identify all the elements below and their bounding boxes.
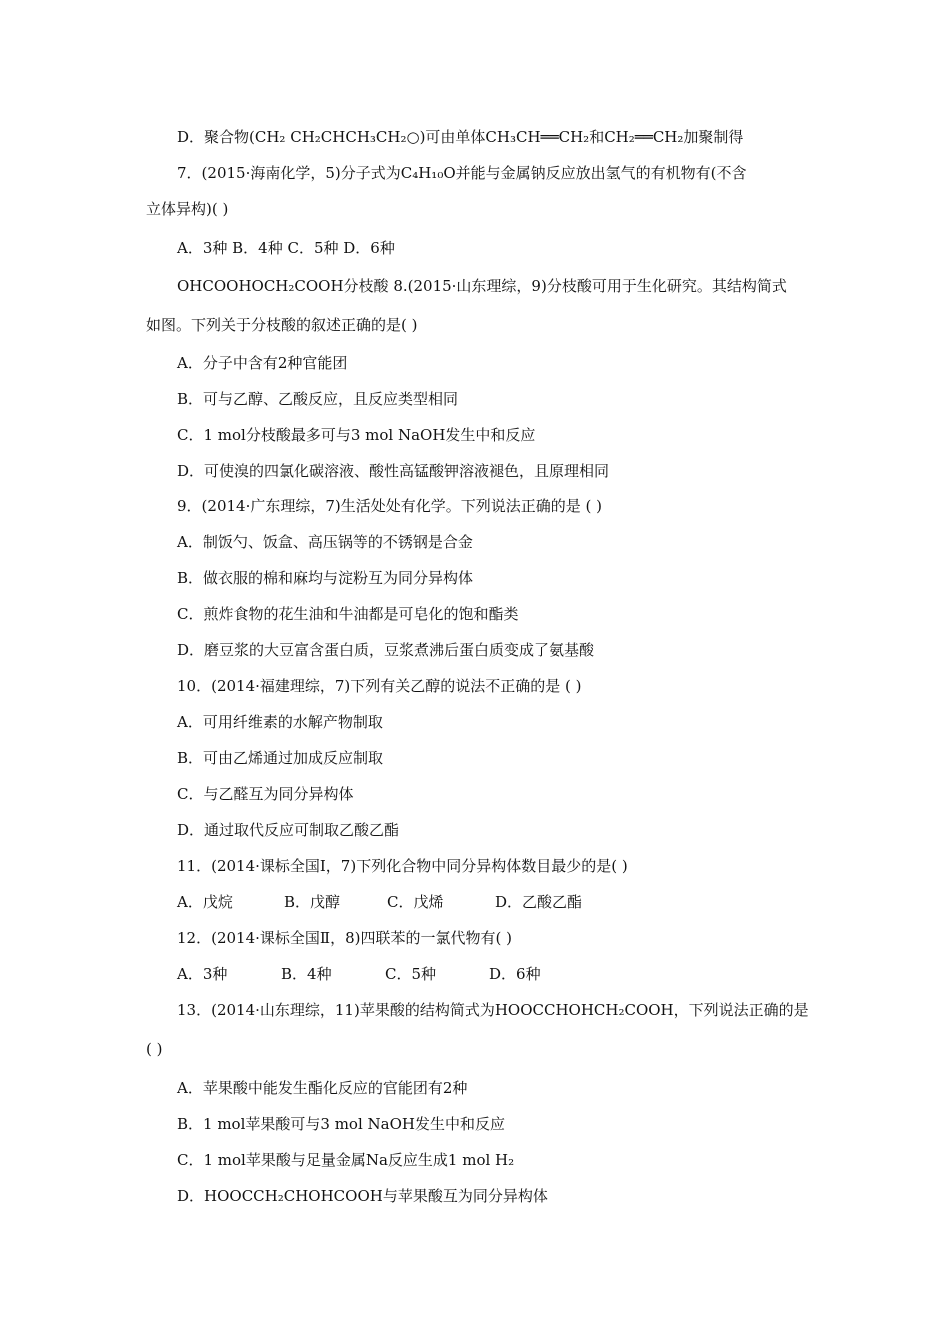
q8-option-d: D．可使溴的四氯化碳溶液、酸性高锰酸钾溶液褪色，且原理相同 xyxy=(177,462,610,480)
q10-option-b: B．可由乙烯通过加成反应制取 xyxy=(177,749,384,767)
q11-option-c: C．戊烯 xyxy=(387,893,444,911)
q9-option-a: A．制饭勺、饭盒、高压锅等的不锈钢是合金 xyxy=(177,533,473,551)
q7-options: A．3种 B．4种 C．5种 D．6种 xyxy=(177,239,395,257)
q12-option-b: B．4种 xyxy=(281,965,332,983)
q7-stem: 7．(2015·海南化学，5)分子式为C₄H₁₀O并能与金属钠反应放出氢气的有机物有(不含 xyxy=(177,164,747,182)
q13-option-d: D．HOOCCH₂CHOHCOOH与苹果酸互为同分异构体 xyxy=(177,1187,548,1205)
q13-option-b: B．1 mol苹果酸可与3 mol NaOH发生中和反应 xyxy=(177,1115,505,1133)
q7-stem-cont: 立体异构)( ) xyxy=(146,200,229,218)
q9-option-c: C．煎炸食物的花生油和牛油都是可皂化的饱和酯类 xyxy=(177,605,519,623)
q12-option-d: D．6种 xyxy=(489,965,541,983)
q12-option-c: C．5种 xyxy=(385,965,437,983)
q8-option-b: B．可与乙醇、乙酸反应，且反应类型相同 xyxy=(177,390,459,408)
q13-option-c: C．1 mol苹果酸与足量金属Na反应生成1 mol H₂ xyxy=(177,1151,515,1169)
q12-option-a: A．3种 xyxy=(177,965,228,983)
q11-option-b: B．戊醇 xyxy=(284,893,341,911)
q9-option-d: D．磨豆浆的大豆富含蛋白质，豆浆煮沸后蛋白质变成了氨基酸 xyxy=(177,641,595,659)
q8-option-c: C．1 mol分枝酸最多可与3 mol NaOH发生中和反应 xyxy=(177,426,536,444)
q11-option-a: A．戊烷 xyxy=(177,893,233,911)
q10-option-a: A．可用纤维素的水解产物制取 xyxy=(177,713,383,731)
q8-option-a: A．分子中含有2种官能团 xyxy=(177,354,348,372)
q6-option-d: D．聚合物(CH₂ CH₂CHCH₃CH₂○)可由单体CH₃CH══CH₂和CH₂══CH₂加聚制得 xyxy=(177,128,744,146)
q13-option-a: A．苹果酸中能发生酯化反应的官能团有2种 xyxy=(177,1079,468,1097)
q8-stem: OHCOOHOCH₂COOH分枝酸 8.(2015·山东理综，9)分枝酸可用于生化研究。其结构简式 xyxy=(177,277,787,295)
q9-option-b: B．做衣服的棉和麻均与淀粉互为同分异构体 xyxy=(177,569,474,587)
q13-stem: 13．(2014·山东理综，11)苹果酸的结构简式为HOOCCHOHCH₂COOH，下列说法正确的是 xyxy=(177,1001,809,1019)
q10-option-d: D．通过取代反应可制取乙酸乙酯 xyxy=(177,821,400,839)
q9-stem: 9．(2014·广东理综，7)生活处处有化学。下列说法正确的是 ( ) xyxy=(177,497,602,515)
q10-option-c: C．与乙醛互为同分异构体 xyxy=(177,785,354,803)
q11-option-d: D．乙酸乙酯 xyxy=(495,893,583,911)
q10-stem: 10．(2014·福建理综，7)下列有关乙醇的说法不正确的是 ( ) xyxy=(177,677,582,695)
q8-stem-cont: 如图。下列关于分枝酸的叙述正确的是( ) xyxy=(146,316,418,334)
q13-stem-cont: ( ) xyxy=(146,1040,163,1058)
q11-stem: 11．(2014·课标全国Ⅰ，7)下列化合物中同分异构体数目最少的是( ) xyxy=(177,857,628,875)
q12-stem: 12．(2014·课标全国Ⅱ，8)四联苯的一氯代物有( ) xyxy=(177,929,512,947)
